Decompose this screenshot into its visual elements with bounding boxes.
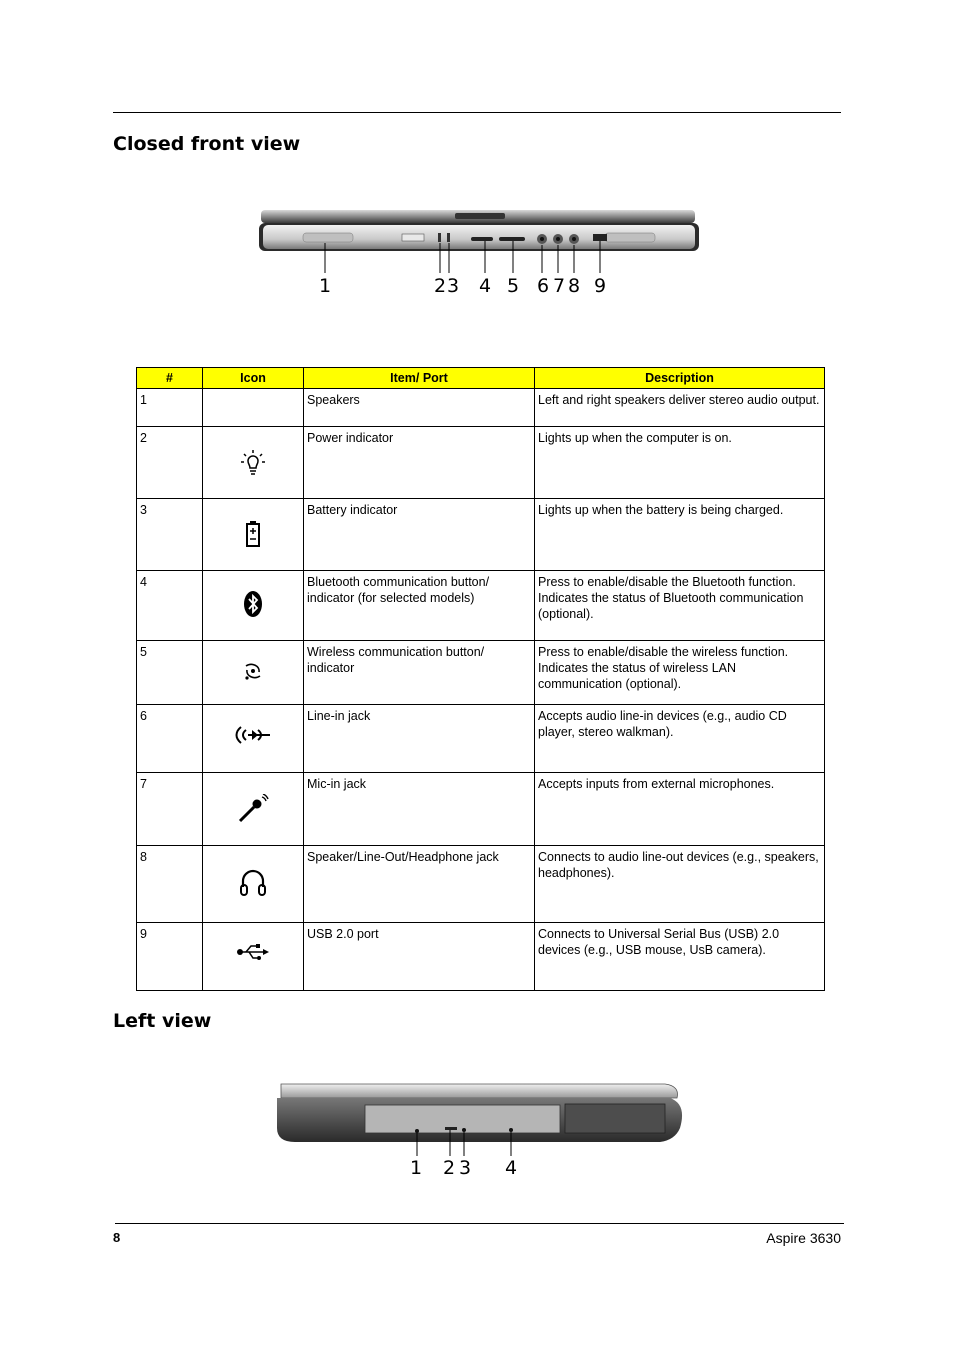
bluetooth-icon bbox=[243, 590, 263, 618]
row-item: Speakers bbox=[304, 389, 535, 427]
row-number: 6 bbox=[137, 705, 203, 773]
row-item: USB 2.0 port bbox=[304, 923, 535, 991]
front-callout-8: 8 bbox=[567, 275, 581, 297]
left-callout-4: 4 bbox=[504, 1157, 518, 1178]
row-number: 7 bbox=[137, 773, 203, 846]
left-callout-2: 2 bbox=[442, 1157, 456, 1178]
row-description: Accepts inputs from external microphones. bbox=[535, 773, 825, 846]
usb-icon bbox=[236, 942, 270, 962]
left-callout-3: 3 bbox=[458, 1157, 472, 1178]
row-description: Left and right speakers deliver stereo audio output. bbox=[535, 389, 825, 427]
headphone-icon bbox=[238, 867, 268, 897]
row-number: 1 bbox=[137, 389, 203, 427]
row-item: Battery indicator bbox=[304, 499, 535, 571]
table-row bbox=[137, 641, 825, 705]
page-number: 8 bbox=[113, 1230, 121, 1245]
front-callout-4: 4 bbox=[478, 275, 492, 297]
row-item: Mic-in jack bbox=[304, 773, 535, 846]
row-number: 4 bbox=[137, 571, 203, 641]
row-item: Power indicator bbox=[304, 427, 535, 499]
left-callout-1: 1 bbox=[409, 1157, 423, 1178]
microphone-icon bbox=[237, 794, 269, 824]
section-title-closed-front-view: Closed front view bbox=[113, 133, 301, 155]
front-callout-1: 1 bbox=[318, 275, 332, 297]
row-number: 9 bbox=[137, 923, 203, 991]
header-number: # bbox=[137, 368, 203, 389]
closed-front-view-image bbox=[255, 205, 705, 300]
row-description: Connects to Universal Serial Bus (USB) 2.0 devices (e.g., USB mouse, UsB camera). bbox=[535, 923, 825, 991]
header-item-port: Item/ Port bbox=[304, 368, 535, 389]
row-item: Wireless communication button/ indicator bbox=[304, 641, 535, 705]
table-row bbox=[137, 389, 825, 427]
section-title-left-view: Left view bbox=[113, 1010, 212, 1032]
front-callout-6: 6 bbox=[536, 275, 550, 297]
front-callout-3: 3 bbox=[446, 275, 460, 297]
row-number: 5 bbox=[137, 641, 203, 705]
header-rule bbox=[113, 112, 841, 113]
table-row bbox=[137, 705, 825, 773]
row-description: Lights up when the computer is on. bbox=[535, 427, 825, 499]
row-icon-empty bbox=[203, 389, 304, 427]
table-row bbox=[137, 846, 825, 923]
row-description: Lights up when the battery is being charged. bbox=[535, 499, 825, 571]
wireless-icon bbox=[242, 660, 264, 682]
header-description: Description bbox=[535, 368, 825, 389]
row-number: 2 bbox=[137, 427, 203, 499]
row-item: Bluetooth communication button/ indicator (for selected models) bbox=[304, 571, 535, 641]
row-number: 8 bbox=[137, 846, 203, 923]
front-callout-5: 5 bbox=[506, 275, 520, 297]
battery-icon bbox=[245, 520, 261, 548]
table-row bbox=[137, 923, 825, 991]
row-item: Speaker/Line-Out/Headphone jack bbox=[304, 846, 535, 923]
footer-model-name: Aspire 3630 bbox=[766, 1230, 841, 1246]
footer-rule bbox=[115, 1223, 844, 1224]
row-description: Press to enable/disable the wireless function. Indicates the status of wireless LAN communication (optional). bbox=[535, 641, 825, 705]
line-in-icon bbox=[234, 722, 272, 748]
header-icon: Icon bbox=[203, 368, 304, 389]
front-callout-2: 2 bbox=[433, 275, 447, 297]
table-header-row bbox=[137, 368, 825, 389]
row-description: Press to enable/disable the Bluetooth function. Indicates the status of Bluetooth communication (optional). bbox=[535, 571, 825, 641]
power-indicator-icon bbox=[240, 448, 266, 478]
table-row bbox=[137, 427, 825, 499]
table-row bbox=[137, 571, 825, 641]
table-row bbox=[137, 773, 825, 846]
front-view-ports-table bbox=[136, 367, 825, 991]
row-number: 3 bbox=[137, 499, 203, 571]
front-callout-9: 9 bbox=[593, 275, 607, 297]
table-row bbox=[137, 499, 825, 571]
row-item: Line-in jack bbox=[304, 705, 535, 773]
row-description: Connects to audio line-out devices (e.g., speakers, headphones). bbox=[535, 846, 825, 923]
front-callout-7: 7 bbox=[552, 275, 566, 297]
left-view-image bbox=[265, 1078, 690, 1178]
row-description: Accepts audio line-in devices (e.g., audio CD player, stereo walkman). bbox=[535, 705, 825, 773]
